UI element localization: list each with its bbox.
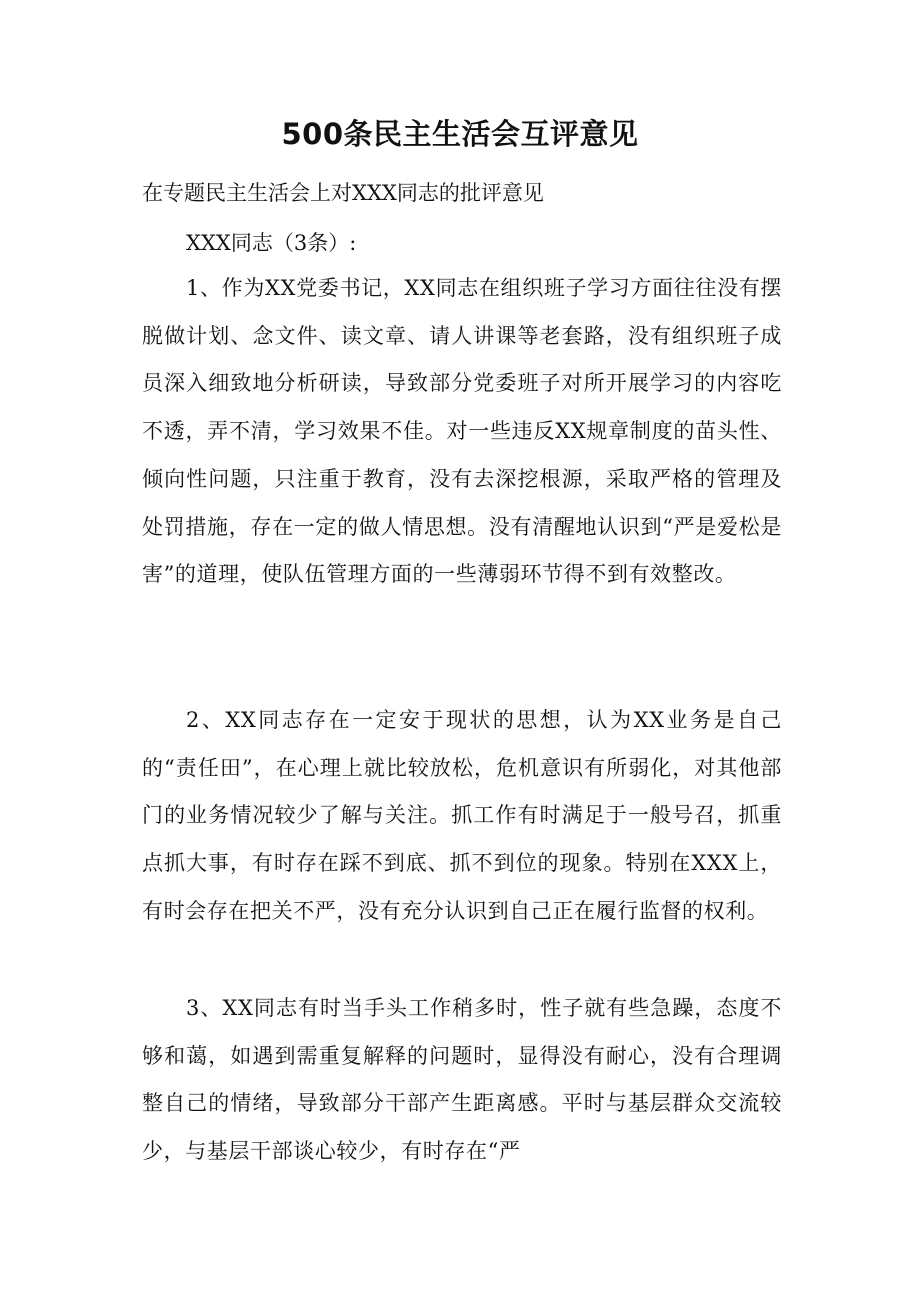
document-subtitle: 在专题民主生活会上对XXX同志的批评意见	[142, 181, 544, 205]
document-title: 500条民主生活会互评意见	[281, 117, 639, 151]
paragraph-1: 1、作为XX党委书记，XX同志在组织班子学习方面往往没有摆脱做计划、念文件、读文章、请人讲课等老套路，没有组织班子成员深入细致地分析研读，导致部分党委班子对所开展学习的内容吃不透，弄不清，学习效果不佳。对一些违反XX规章制度的苗头性、倾向性问题，只注重于教育，没有去深挖根源，采取严格的管理及处罚措施，存在一定的做人情思想。没有清醒地认识到“严是爱松是害”的道理，使队伍管理方面的一些薄弱环节得不到有效整改。	[142, 276, 782, 587]
paragraph-2: 2、XX同志存在一定安于现状的思想，认为XX业务是自己的“责任田”，在心理上就比较放松，危机意识有所弱化，对其他部门的业务情况较少了解与关注。抓工作有时满足于一般号召，抓重点抓大事，有时存在踩不到底、抓不到位的现象。特别在XXX上，有时会存在把关不严，没有充分认识到自己正在履行监督的权利。	[142, 708, 782, 923]
addressee-line: XXX同志（3条）:	[186, 231, 357, 255]
paragraph-3: 3、XX同志有时当手头工作稍多时，性子就有些急躁，态度不够和蔼，如遇到需重复解释的问题时，显得没有耐心，没有合理调整自己的情绪，导致部分干部产生距离感。平时与基层群众交流较少，与基层干部谈心较少，有时存在“严	[142, 996, 782, 1164]
